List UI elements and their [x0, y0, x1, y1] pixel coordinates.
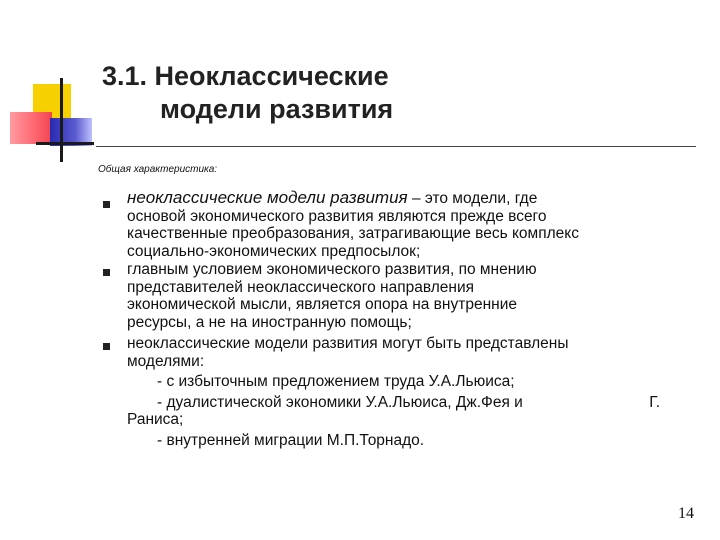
- bullet-2-line-1: главным условием экономического развития, по мнению: [127, 261, 537, 278]
- sub-item-1: - с избыточным предложением труда У.А.Льюиса;: [157, 373, 515, 391]
- bullet-marker: [103, 201, 110, 208]
- sub-item-2-continuation: Раниса;: [127, 411, 184, 429]
- page-number: 14: [678, 505, 694, 522]
- bullet-1-line-4: социально-экономических предпосылок;: [127, 242, 421, 260]
- title-line-1: 3.1. Неоклассические: [102, 61, 389, 91]
- logo-red-square: [10, 112, 52, 144]
- sub-item-3: - внутренней миграции М.П.Торнадо.: [157, 431, 425, 449]
- logo-vertical-line: [60, 78, 63, 162]
- bullet-2-line-3: экономической мысли, является опора на внутренние: [127, 296, 517, 314]
- bullet-2-line-4: ресурсы, а не на иностранную помощь;: [127, 313, 412, 331]
- bullet-marker: [103, 269, 110, 276]
- sub-item-2-tail: Г.: [649, 393, 660, 411]
- bullet-2-line-2: представителей неоклассического направления: [127, 278, 474, 296]
- subtitle: Общая характеристика:: [98, 164, 218, 175]
- decorative-logo: [0, 0, 110, 170]
- bullet-item-3: [127, 335, 667, 450]
- bullet-1-term: неоклассические модели развития: [127, 188, 408, 207]
- bullet-item-1: [127, 189, 667, 260]
- title-line-2: модели развития: [160, 94, 394, 124]
- sub-item-2-text: - дуалистической экономики У.А.Льюиса, Дж.Фея и: [157, 393, 523, 411]
- logo-horizontal-line: [36, 142, 94, 145]
- bullet-3-line-2: моделями:: [127, 352, 205, 370]
- title-divider: [96, 146, 696, 147]
- bullet-item-2: [127, 261, 667, 331]
- bullet-1-line-2: основой экономического развития являются прежде всего: [127, 207, 547, 225]
- bullet-1-line-3: качественные преобразования, затрагивающие весь комплекс: [127, 225, 579, 243]
- slide-title: [102, 60, 582, 126]
- sub-item-2: [127, 394, 660, 412]
- bullet-marker: [103, 343, 110, 350]
- bullet-3-line-1: неоклассические модели развития могут быть представлены: [127, 335, 569, 352]
- bullet-1-line-1: – это модели, где: [407, 190, 538, 207]
